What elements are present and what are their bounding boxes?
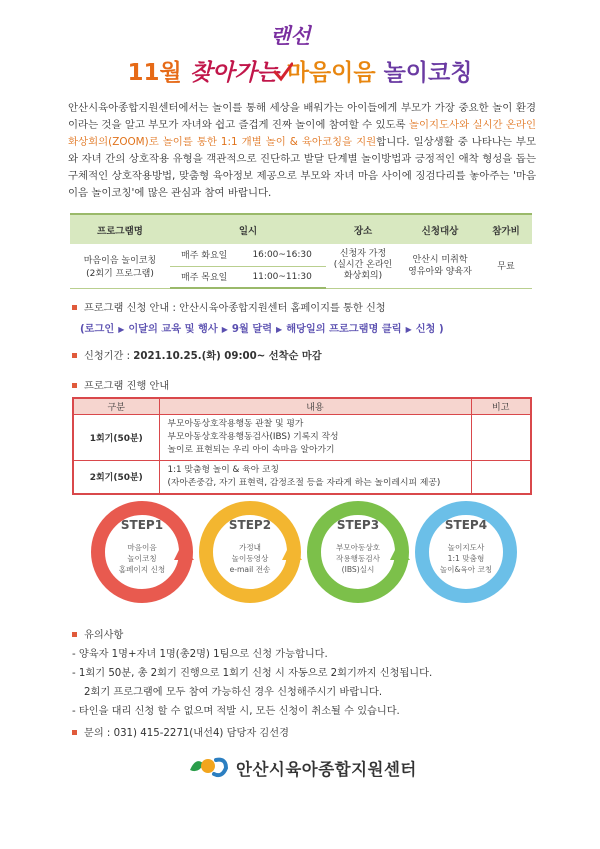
- check-mark-icon: [273, 62, 293, 82]
- schedule-time: 16:00~16:30: [238, 244, 326, 266]
- steps-diagram: [88, 498, 518, 608]
- schedule-time: 11:00~11:30: [238, 266, 326, 288]
- title-lansun: 랜선: [270, 24, 311, 48]
- bullet-icon: [72, 353, 77, 358]
- progress-header: 내용: [159, 398, 471, 414]
- step-desc: 마음이음 놀이코칭 홈페이지 신청: [118, 543, 166, 574]
- title-maum: 마음이음: [286, 60, 376, 86]
- title-month: 11월: [127, 60, 182, 86]
- session-name: 2회기(50분): [73, 460, 159, 494]
- step-2: [196, 498, 304, 606]
- bullet-icon: [72, 730, 77, 735]
- intro-highlight: 놀이지도사와 실시간 온라인 화상회의(ZOOM)로 놀이를 통한 1:1 개별 놀이 & 육아코칭을 지원: [68, 119, 536, 148]
- arrow-right-icon: ▶: [118, 325, 125, 334]
- bullet-icon: [72, 305, 77, 310]
- schedule-header: 신청대상: [400, 214, 480, 244]
- session-note: [471, 414, 531, 460]
- list-item: - 타인을 대리 신청 할 수 없으며 적발 시, 모든 신청이 취소될 수 있습니다.: [72, 706, 400, 717]
- progress-heading: 프로그램 진행 안내: [72, 377, 169, 392]
- fee-cell: 무료: [480, 244, 532, 288]
- org-name: 안산시육아종합지원센터: [236, 760, 417, 779]
- schedule-header: 참가비: [480, 214, 532, 244]
- session-note: [471, 460, 531, 494]
- arrow-right-icon: ▶: [221, 325, 228, 334]
- step-desc: 가정내 놀이동영상 e-mail 전송: [229, 543, 271, 574]
- org-footer: [186, 752, 417, 782]
- session-content: 부모아동상호작용행동 관찰 및 평가 부모아동상호작용행동검사(IBS) 기록지 작성 놀이로 표현되는 우리 아이 속마음 알아가기: [159, 414, 471, 460]
- notes-section: [72, 626, 542, 721]
- schedule-day: 매주 목요일: [170, 266, 238, 288]
- step-title: STEP1: [120, 518, 164, 532]
- bullet-icon: [72, 383, 77, 388]
- target-cell: 안산시 미취학 영유아와 양육자: [400, 244, 480, 288]
- title-visit: 찾아가는: [189, 60, 279, 86]
- contact-info: 문의 : 031) 415-2271(내선4) 담당자 김선경: [72, 724, 289, 739]
- progress-header: 비고: [471, 398, 531, 414]
- schedule-day: 매주 화요일: [170, 244, 238, 266]
- page-title: [0, 18, 600, 92]
- progress-table: [72, 397, 532, 495]
- session-content: 1:1 맞춤형 놀이 & 육아 코칭 (자아존중감, 자기 표현력, 감정조절 등을 자라게 하는 놀이레시피 제공): [159, 460, 471, 494]
- step-title: STEP3: [336, 518, 380, 532]
- list-item: 2회기 프로그램에 모두 참여 가능하신 경우 신청해주시기 바랍니다.: [84, 687, 383, 698]
- place-cell: 신청자 가정 (실시간 온라인 화상회의): [326, 244, 400, 288]
- step-desc: 부모아동상호 작용행동검사 (IBS)실시: [335, 543, 380, 574]
- progress-header: 구분: [73, 398, 159, 414]
- step-title: STEP2: [228, 518, 272, 532]
- schedule-header: 프로그램명: [70, 214, 170, 244]
- notes-heading: 유의사항: [72, 626, 542, 645]
- step-desc: 놀이지도사 1:1 맞춤형 놀이&육아 코칭: [439, 543, 493, 574]
- schedule-table: [70, 213, 532, 289]
- apply-period: 신청기간 : 2021.10.25.(화) 09:00~ 선착순 마감: [72, 347, 322, 362]
- table-row: [73, 460, 531, 494]
- arrow-right-icon: ▶: [276, 325, 283, 334]
- schedule-header: 일시: [170, 214, 326, 244]
- table-row: [73, 414, 531, 460]
- apply-steps: (로그인 ▶ 이달의 교육 및 행사 ▶ 9월 달력 ▶ 해당일의 프로그램명 클릭 ▶ 신청 ): [80, 324, 444, 335]
- session-name: 1회기(50분): [73, 414, 159, 460]
- step-4: [412, 498, 520, 606]
- step-1: [88, 498, 196, 606]
- step-3: [304, 498, 412, 606]
- arrow-right-icon: ▶: [405, 325, 412, 334]
- schedule-header: 장소: [326, 214, 400, 244]
- list-item: - 1회기 50분, 총 2회기 진행으로 1회기 신청 시 자동으로 2회기까지 신청됩니다.: [72, 668, 433, 679]
- program-name-cell: 마음이음 놀이코칭 (2회기 프로그램): [70, 244, 170, 288]
- title-coaching: 놀이코칭: [383, 60, 473, 86]
- list-item: - 양육자 1명+자녀 1명(총2명) 1팀으로 신청 가능합니다.: [72, 649, 328, 660]
- sci-logo-icon: [186, 752, 230, 782]
- step-title: STEP4: [444, 518, 488, 532]
- intro-paragraph: 안산시육아종합지원센터에서는 놀이를 통해 세상을 배워가는 아이들에게 부모가 가장 중요한 놀이 환경이라는 것을 알고 부모가 자녀와 쉽고 즐겁게 진짜 놀이에 참여할 수 있도록 놀이지도사와 실시간 온라인 화상회의(ZOOM)로 놀이를 통한 1:1 개별 놀이 & 육아코칭을 지원합니다. 일상생활 중 나타나는 부모와 자녀 간의 상호작용 유형을 객관적으로 진단하고 발달 단계별 놀이방법과 긍정적인 애착 형성을 돕는 구체적인 상호작용방법, 맞춤형 육아정보 제공으로 부모와 자녀 마음 사이에 징검다리를 놓아주는 '마음이음 놀이코칭'에 많은 관심과 참여 바랍니다.: [68, 102, 536, 199]
- apply-heading: 프로그램 신청 안내 : 안산시육아종합지원센터 홈페이지를 통한 신청: [72, 299, 386, 314]
- bullet-icon: [72, 632, 77, 637]
